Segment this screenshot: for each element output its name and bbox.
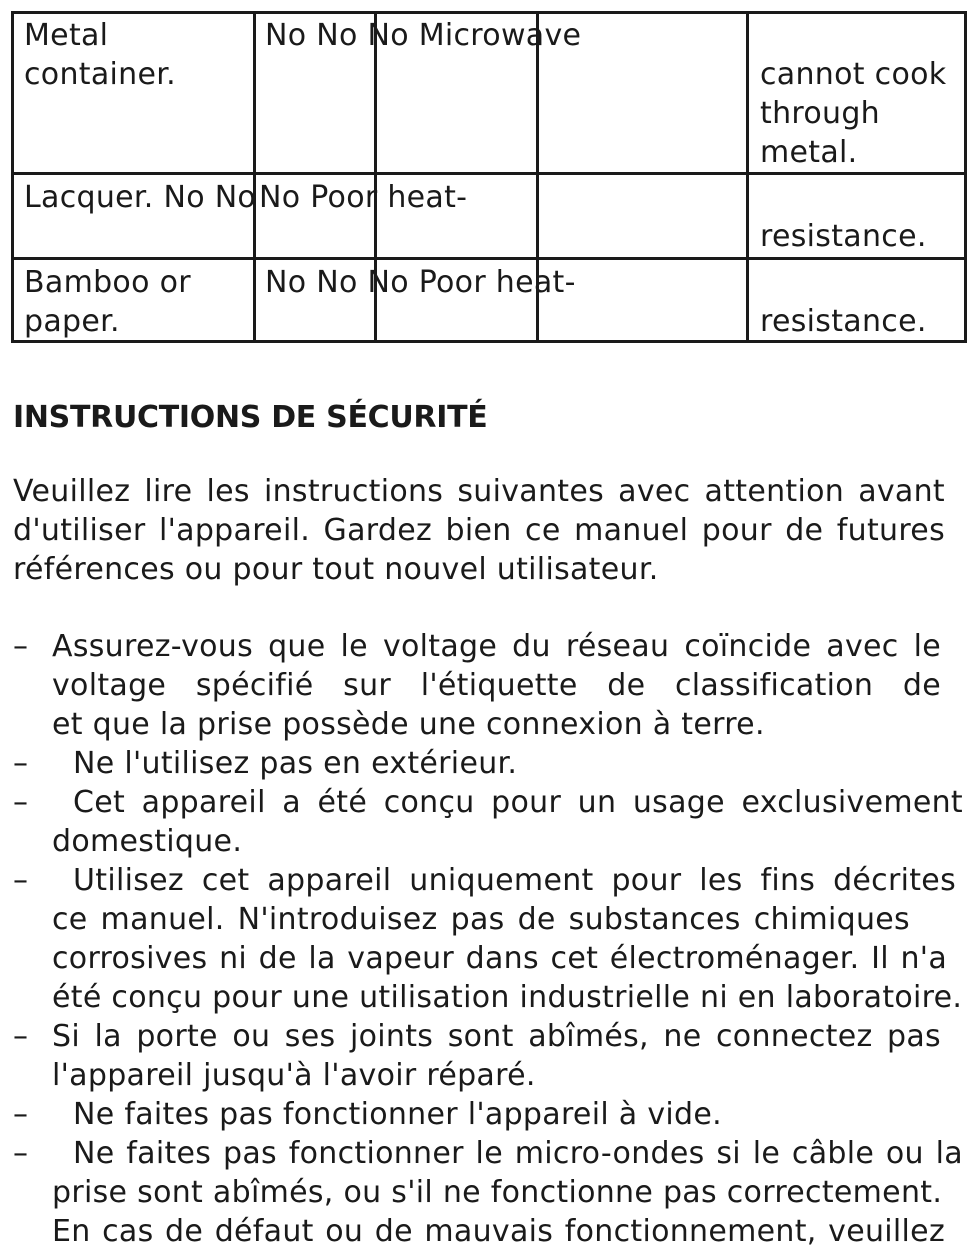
- bullet-line: Cet appareil a été conçu pour un usage exclusivement: [73, 785, 963, 820]
- bullet-line: ce manuel. N'introduisez pas de substances chimiques: [52, 902, 910, 937]
- bullet-line: été conçu pour une utilisation industrielle ni en laboratoire.: [52, 980, 963, 1015]
- bullet-line: Si la porte ou ses joints sont abîmés, ne connectez pas: [52, 1019, 941, 1054]
- table-row-3-material: Bamboo or paper.: [24, 265, 191, 339]
- table-col-divider: [746, 11, 749, 343]
- bullet-marker: –: [13, 1019, 28, 1054]
- table-row-2-middle: No Poor heat-: [259, 180, 468, 215]
- table-row-2-material: Lacquer. No No: [24, 180, 257, 215]
- bullet-line: Utilisez cet appareil uniquement pour les fins décrites: [73, 863, 956, 898]
- material-table: [0, 0, 977, 345]
- table-row-3-middle: No No No Poor heat-: [265, 265, 576, 300]
- bullet-marker: –: [13, 1097, 28, 1132]
- bullet-line: domestique.: [52, 824, 243, 859]
- table-border-top: [11, 11, 967, 14]
- table-row-divider: [11, 257, 967, 260]
- table-row-divider: [11, 172, 967, 175]
- table-col-divider: [253, 11, 256, 343]
- bullet-line: corrosives ni de la vapeur dans cet électroménager. Il n'a: [52, 941, 947, 976]
- bullet-line: et que la prise possède une connexion à terre.: [52, 707, 765, 742]
- table-row-1-middle: No No No Microwave: [265, 18, 582, 53]
- bullet-line: Assurez-vous que le voltage du réseau coïncide avec le: [52, 629, 941, 664]
- bullet-marker: –: [13, 863, 28, 898]
- intro-line: références ou pour tout nouvel utilisateur.: [13, 552, 659, 587]
- bullet-marker: –: [13, 1136, 28, 1171]
- bullet-line: Ne faites pas fonctionner le micro-ondes si le câble ou la: [73, 1136, 963, 1171]
- table-row-3-note: resistance.: [760, 304, 927, 339]
- table-row-1-material: Metal container.: [24, 18, 176, 92]
- bullet-line: Ne l'utilisez pas en extérieur.: [73, 746, 518, 781]
- bullet-marker: –: [13, 746, 28, 781]
- table-border-right: [964, 11, 967, 343]
- bullet-line: l'appareil jusqu'à l'avoir réparé.: [52, 1058, 536, 1093]
- intro-paragraph: [13, 472, 945, 589]
- bullet-marker: –: [13, 785, 28, 820]
- intro-line: Veuillez lire les instructions suivantes avec attention avant: [13, 474, 945, 509]
- section-title: INSTRUCTIONS DE SÉCURITÉ: [13, 400, 488, 435]
- table-row-2-note: resistance.: [760, 219, 927, 254]
- bullet-line: prise sont abîmés, ou s'il ne fonctionne pas correctement.: [52, 1175, 943, 1210]
- table-border-left: [11, 11, 14, 343]
- intro-line: d'utiliser l'appareil. Gardez bien ce manuel pour de futures: [13, 513, 945, 548]
- bullet-line: Ne faites pas fonctionner l'appareil à vide.: [73, 1097, 722, 1132]
- bullet-marker: –: [13, 629, 28, 664]
- bullet-line: En cas de défaut ou de mauvais fonctionnement, veuillez: [52, 1214, 945, 1249]
- table-row-1-note: cannot cook through metal.: [760, 57, 947, 170]
- bullet-line: voltage spécifié sur l'étiquette de classification de: [52, 668, 941, 703]
